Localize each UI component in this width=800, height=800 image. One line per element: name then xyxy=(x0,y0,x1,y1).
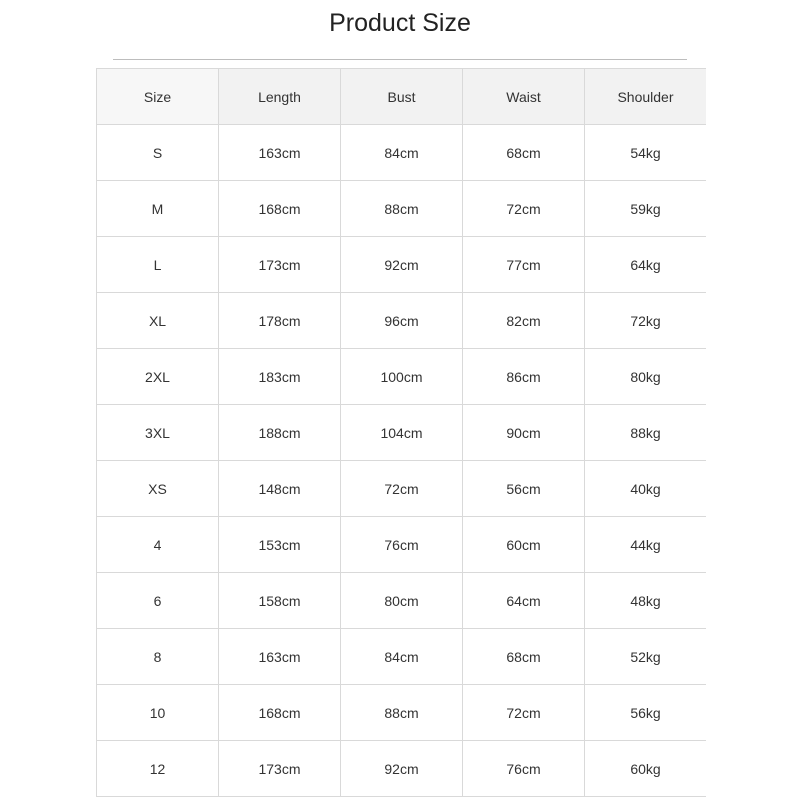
cell-bust: 80cm xyxy=(341,573,463,629)
cell-bust: 72cm xyxy=(341,461,463,517)
table-row xyxy=(97,573,707,629)
header-cell-shoulder: Shoulder xyxy=(585,69,707,125)
cell-length: 158cm xyxy=(219,573,341,629)
cell-bust: 92cm xyxy=(341,741,463,797)
page-title: Product Size xyxy=(329,9,471,37)
cell-size: 2XL xyxy=(97,349,219,405)
cell-bust: 76cm xyxy=(341,517,463,573)
cell-shoulder: 56kg xyxy=(585,685,707,741)
cell-size: 10 xyxy=(97,685,219,741)
cell-waist: 60cm xyxy=(463,517,585,573)
cell-length: 168cm xyxy=(219,685,341,741)
cell-shoulder: 72kg xyxy=(585,293,707,349)
cell-bust: 100cm xyxy=(341,349,463,405)
cell-size: L xyxy=(97,237,219,293)
cell-waist: 72cm xyxy=(463,181,585,237)
cell-waist: 64cm xyxy=(463,573,585,629)
cell-size: S xyxy=(97,125,219,181)
cell-size: 6 xyxy=(97,573,219,629)
cell-size: XL xyxy=(97,293,219,349)
cell-waist: 68cm xyxy=(463,125,585,181)
cell-length: 178cm xyxy=(219,293,341,349)
table-row xyxy=(97,461,707,517)
cell-shoulder: 88kg xyxy=(585,405,707,461)
cell-waist: 56cm xyxy=(463,461,585,517)
cell-bust: 84cm xyxy=(341,125,463,181)
header-cell-length: Length xyxy=(219,69,341,125)
size-chart-table xyxy=(96,68,706,797)
cell-shoulder: 52kg xyxy=(585,629,707,685)
title-divider xyxy=(113,59,687,60)
cell-size: M xyxy=(97,181,219,237)
table-row xyxy=(97,349,707,405)
header-cell-waist: Waist xyxy=(463,69,585,125)
cell-waist: 68cm xyxy=(463,629,585,685)
table-row xyxy=(97,125,707,181)
cell-shoulder: 64kg xyxy=(585,237,707,293)
cell-length: 183cm xyxy=(219,349,341,405)
cell-shoulder: 40kg xyxy=(585,461,707,517)
table-body xyxy=(97,125,707,797)
cell-shoulder: 80kg xyxy=(585,349,707,405)
cell-size: 12 xyxy=(97,741,219,797)
cell-length: 173cm xyxy=(219,237,341,293)
cell-bust: 96cm xyxy=(341,293,463,349)
cell-size: 3XL xyxy=(97,405,219,461)
cell-waist: 72cm xyxy=(463,685,585,741)
table-row xyxy=(97,517,707,573)
header-row xyxy=(97,69,707,125)
cell-bust: 88cm xyxy=(341,685,463,741)
cell-waist: 82cm xyxy=(463,293,585,349)
cell-size: XS xyxy=(97,461,219,517)
cell-size: 4 xyxy=(97,517,219,573)
cell-length: 148cm xyxy=(219,461,341,517)
table-row xyxy=(97,685,707,741)
cell-bust: 104cm xyxy=(341,405,463,461)
cell-waist: 86cm xyxy=(463,349,585,405)
cell-shoulder: 48kg xyxy=(585,573,707,629)
table-row xyxy=(97,237,707,293)
cell-shoulder: 54kg xyxy=(585,125,707,181)
cell-waist: 76cm xyxy=(463,741,585,797)
table-row xyxy=(97,181,707,237)
table-header xyxy=(97,69,707,125)
cell-length: 153cm xyxy=(219,517,341,573)
cell-waist: 90cm xyxy=(463,405,585,461)
cell-shoulder: 60kg xyxy=(585,741,707,797)
table-row xyxy=(97,293,707,349)
cell-length: 188cm xyxy=(219,405,341,461)
cell-bust: 84cm xyxy=(341,629,463,685)
cell-bust: 92cm xyxy=(341,237,463,293)
cell-length: 173cm xyxy=(219,741,341,797)
cell-shoulder: 59kg xyxy=(585,181,707,237)
cell-length: 163cm xyxy=(219,125,341,181)
cell-bust: 88cm xyxy=(341,181,463,237)
cell-length: 163cm xyxy=(219,629,341,685)
header-cell-bust: Bust xyxy=(341,69,463,125)
cell-waist: 77cm xyxy=(463,237,585,293)
cell-length: 168cm xyxy=(219,181,341,237)
table-row xyxy=(97,629,707,685)
table-row xyxy=(97,741,707,797)
table-row xyxy=(97,405,707,461)
header-cell-size: Size xyxy=(97,69,219,125)
cell-shoulder: 44kg xyxy=(585,517,707,573)
cell-size: 8 xyxy=(97,629,219,685)
